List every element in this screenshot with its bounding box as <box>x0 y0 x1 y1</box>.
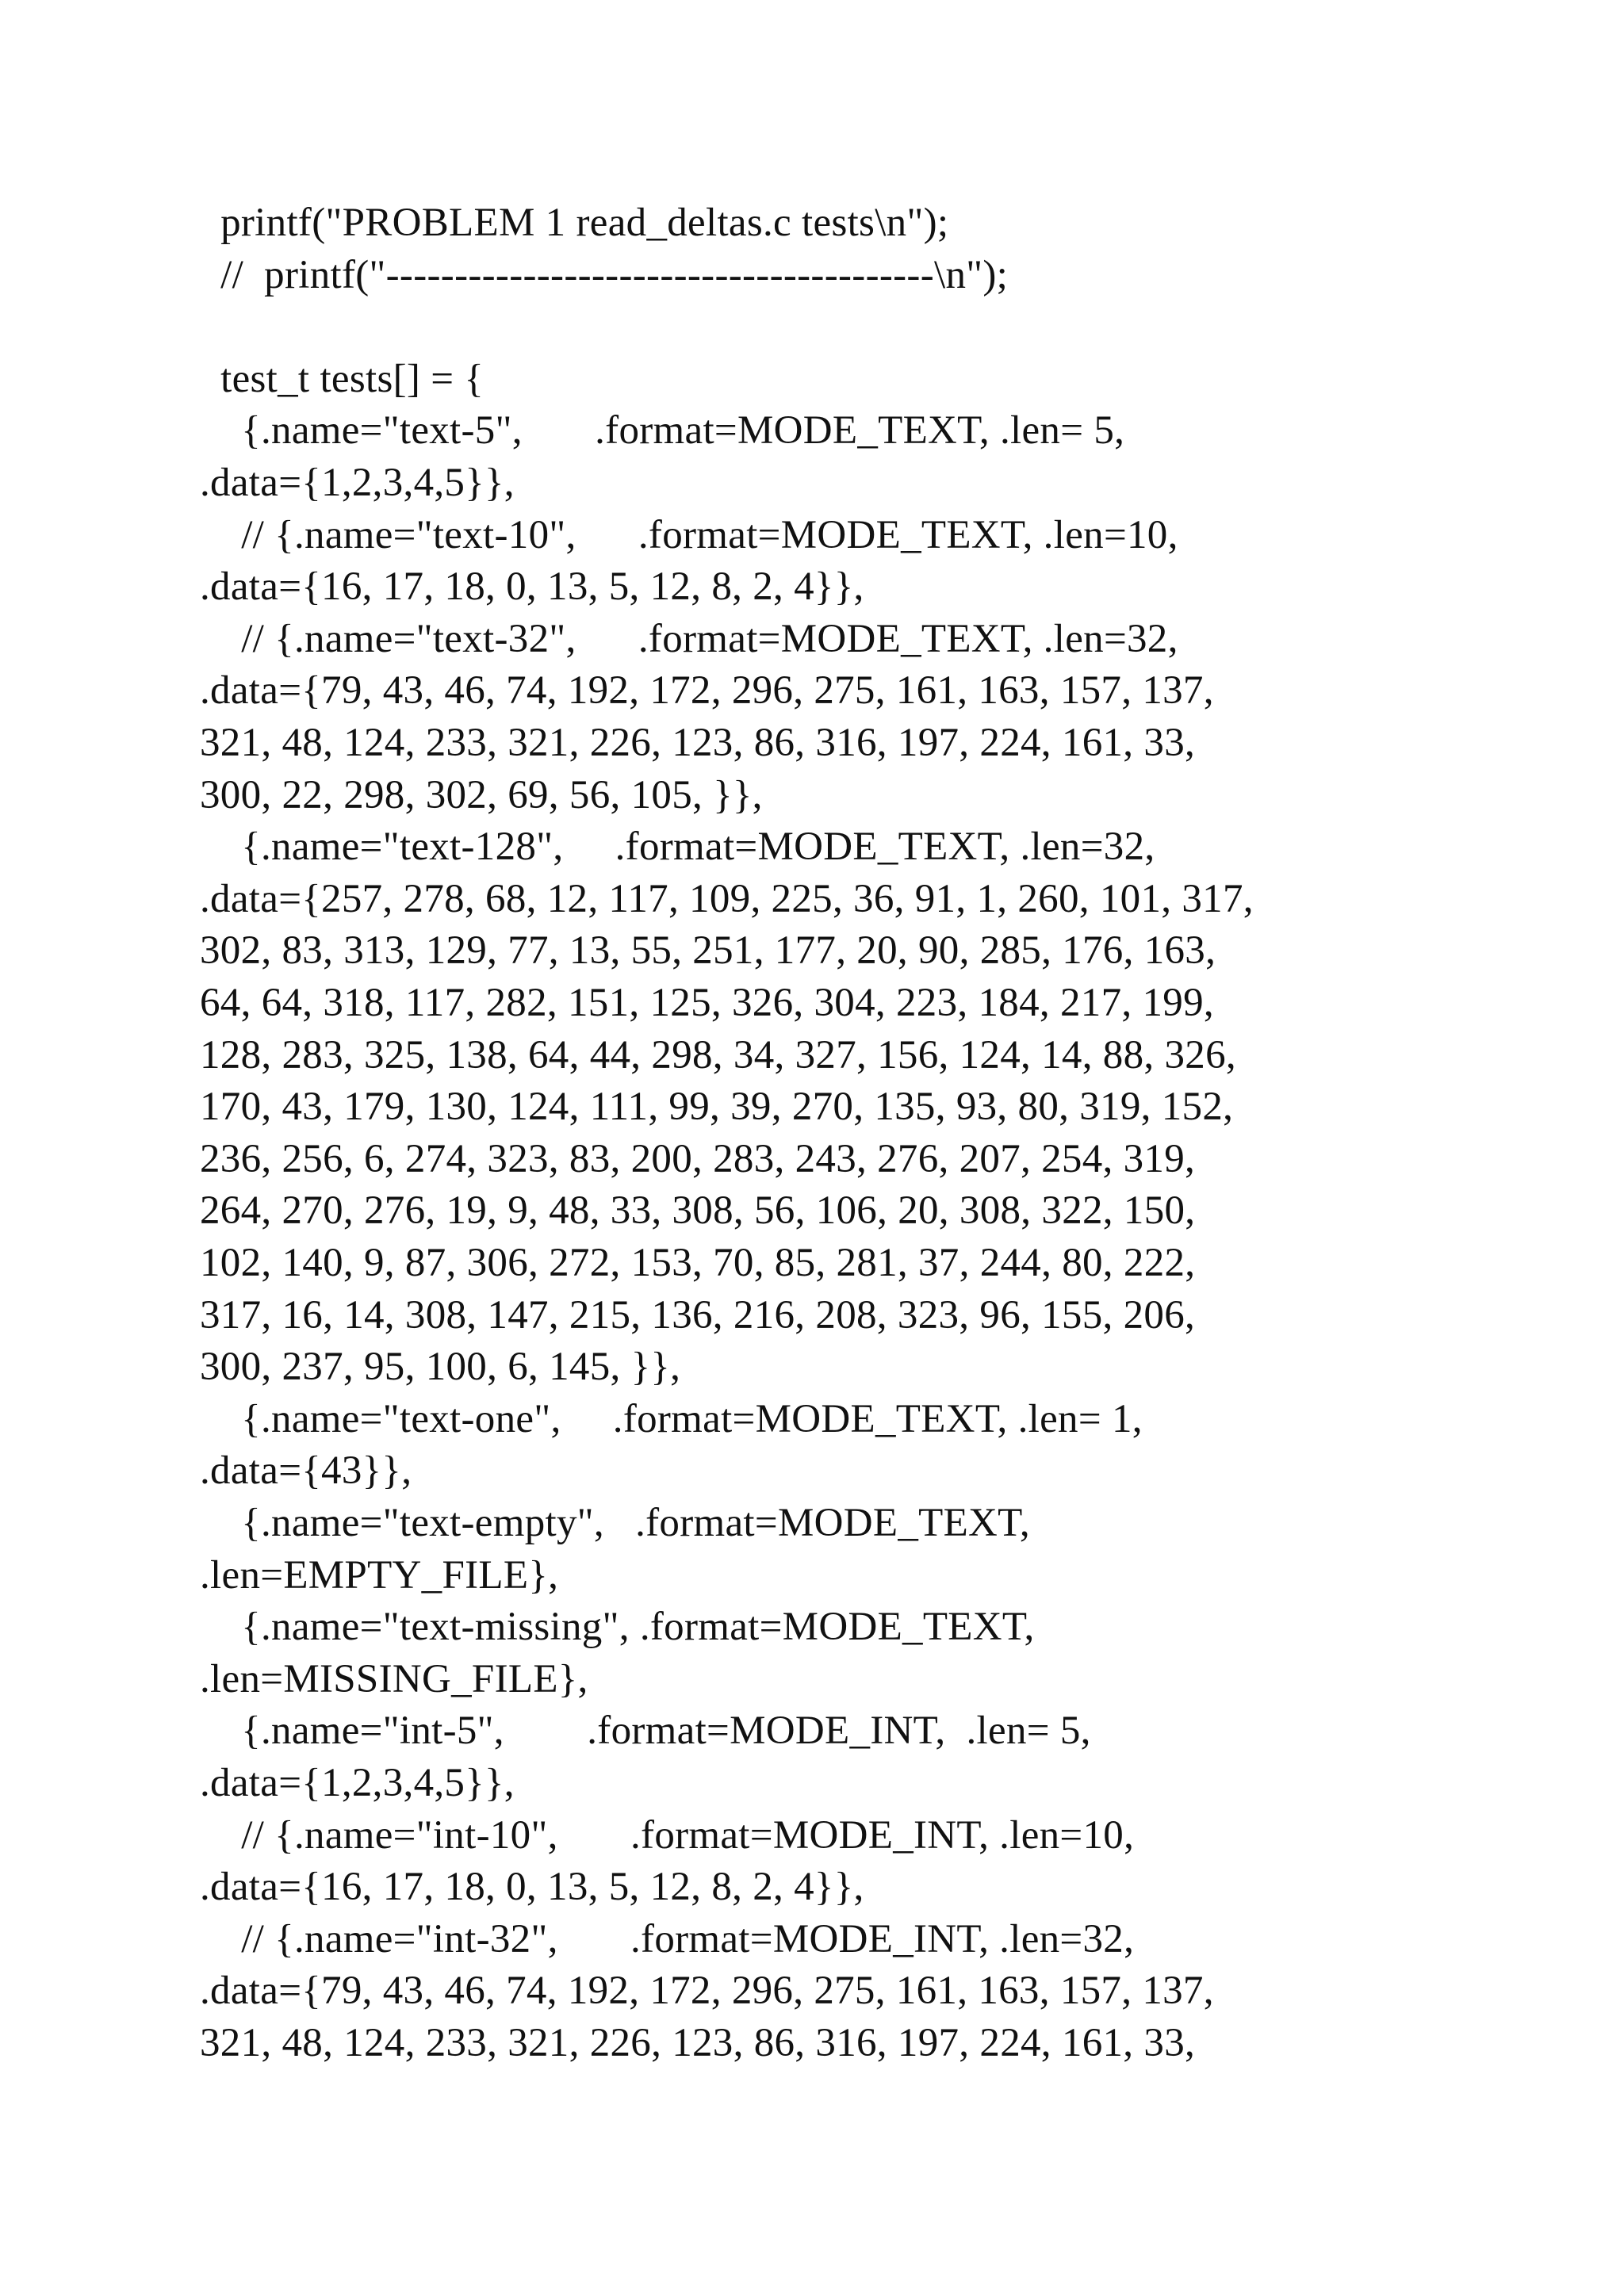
code-line: .data={43}}, <box>200 1448 412 1493</box>
code-line: // {.name="text-32", .format=MODE_TEXT, .len=32, <box>200 617 1178 661</box>
code-line: 300, 237, 95, 100, 6, 145, }}, <box>200 1345 681 1389</box>
code-line: test_t tests[] = { <box>200 357 485 401</box>
code-line: // {.name="text-10", .format=MODE_TEXT, .len=10, <box>200 513 1178 557</box>
code-line: 300, 22, 298, 302, 69, 56, 105, }}, <box>200 773 763 817</box>
code-line: // printf("----------------------------------------\n"); <box>200 253 1009 297</box>
code-line: 321, 48, 124, 233, 321, 226, 123, 86, 316, 197, 224, 161, 33, <box>200 2021 1196 2065</box>
code-line: .data={16, 17, 18, 0, 13, 5, 12, 8, 2, 4}}, <box>200 1865 864 1909</box>
code-line: .data={79, 43, 46, 74, 192, 172, 296, 275, 161, 163, 157, 137, <box>200 668 1214 713</box>
code-line: 317, 16, 14, 308, 147, 215, 136, 216, 208, 323, 96, 155, 206, <box>200 1293 1196 1337</box>
code-line: printf("PROBLEM 1 read_deltas.c tests\n"); <box>200 201 949 245</box>
code-line: {.name="text-128", .format=MODE_TEXT, .len=32, <box>200 825 1155 869</box>
code-line: 128, 283, 325, 138, 64, 44, 298, 34, 327, 156, 124, 14, 88, 326, <box>200 1033 1236 1077</box>
code-line: .data={257, 278, 68, 12, 117, 109, 225, 36, 91, 1, 260, 101, 317, <box>200 877 1254 921</box>
code-line: .data={1,2,3,4,5}}, <box>200 1761 515 1805</box>
code-line: .data={79, 43, 46, 74, 192, 172, 296, 275, 161, 163, 157, 137, <box>200 1969 1214 2013</box>
code-line: 64, 64, 318, 117, 282, 151, 125, 326, 304, 223, 184, 217, 199, <box>200 981 1214 1025</box>
code-line: {.name="text-5", .format=MODE_TEXT, .len= 5, <box>200 408 1125 453</box>
code-line: .len=EMPTY_FILE}, <box>200 1553 559 1598</box>
code-line: {.name="text-missing", .format=MODE_TEXT, <box>200 1605 1035 1649</box>
code-line: .data={16, 17, 18, 0, 13, 5, 12, 8, 2, 4}}, <box>200 564 864 609</box>
code-line: 264, 270, 276, 19, 9, 48, 33, 308, 56, 106, 20, 308, 322, 150, <box>200 1188 1196 1233</box>
code-line: // {.name="int-32", .format=MODE_INT, .len=32, <box>200 1917 1135 1961</box>
code-line: .len=MISSING_FILE}, <box>200 1657 588 1701</box>
code-line: {.name="text-empty", .format=MODE_TEXT, <box>200 1501 1030 1545</box>
code-line: 102, 140, 9, 87, 306, 272, 153, 70, 85, 281, 37, 244, 80, 222, <box>200 1241 1196 1285</box>
code-line: // {.name="int-10", .format=MODE_INT, .len=10, <box>200 1813 1135 1858</box>
code-line: 236, 256, 6, 274, 323, 83, 200, 283, 243, 276, 207, 254, 319, <box>200 1137 1196 1181</box>
code-line: 302, 83, 313, 129, 77, 13, 55, 251, 177, 20, 90, 285, 176, 163, <box>200 928 1216 973</box>
code-line: 321, 48, 124, 233, 321, 226, 123, 86, 316, 197, 224, 161, 33, <box>200 721 1196 765</box>
code-line: {.name="int-5", .format=MODE_INT, .len= 5, <box>200 1709 1091 1753</box>
code-line: 170, 43, 179, 130, 124, 111, 99, 39, 270, 135, 93, 80, 319, 152, <box>200 1085 1234 1129</box>
code-line: {.name="text-one", .format=MODE_TEXT, .len= 1, <box>200 1397 1143 1441</box>
code-line: .data={1,2,3,4,5}}, <box>200 461 515 505</box>
